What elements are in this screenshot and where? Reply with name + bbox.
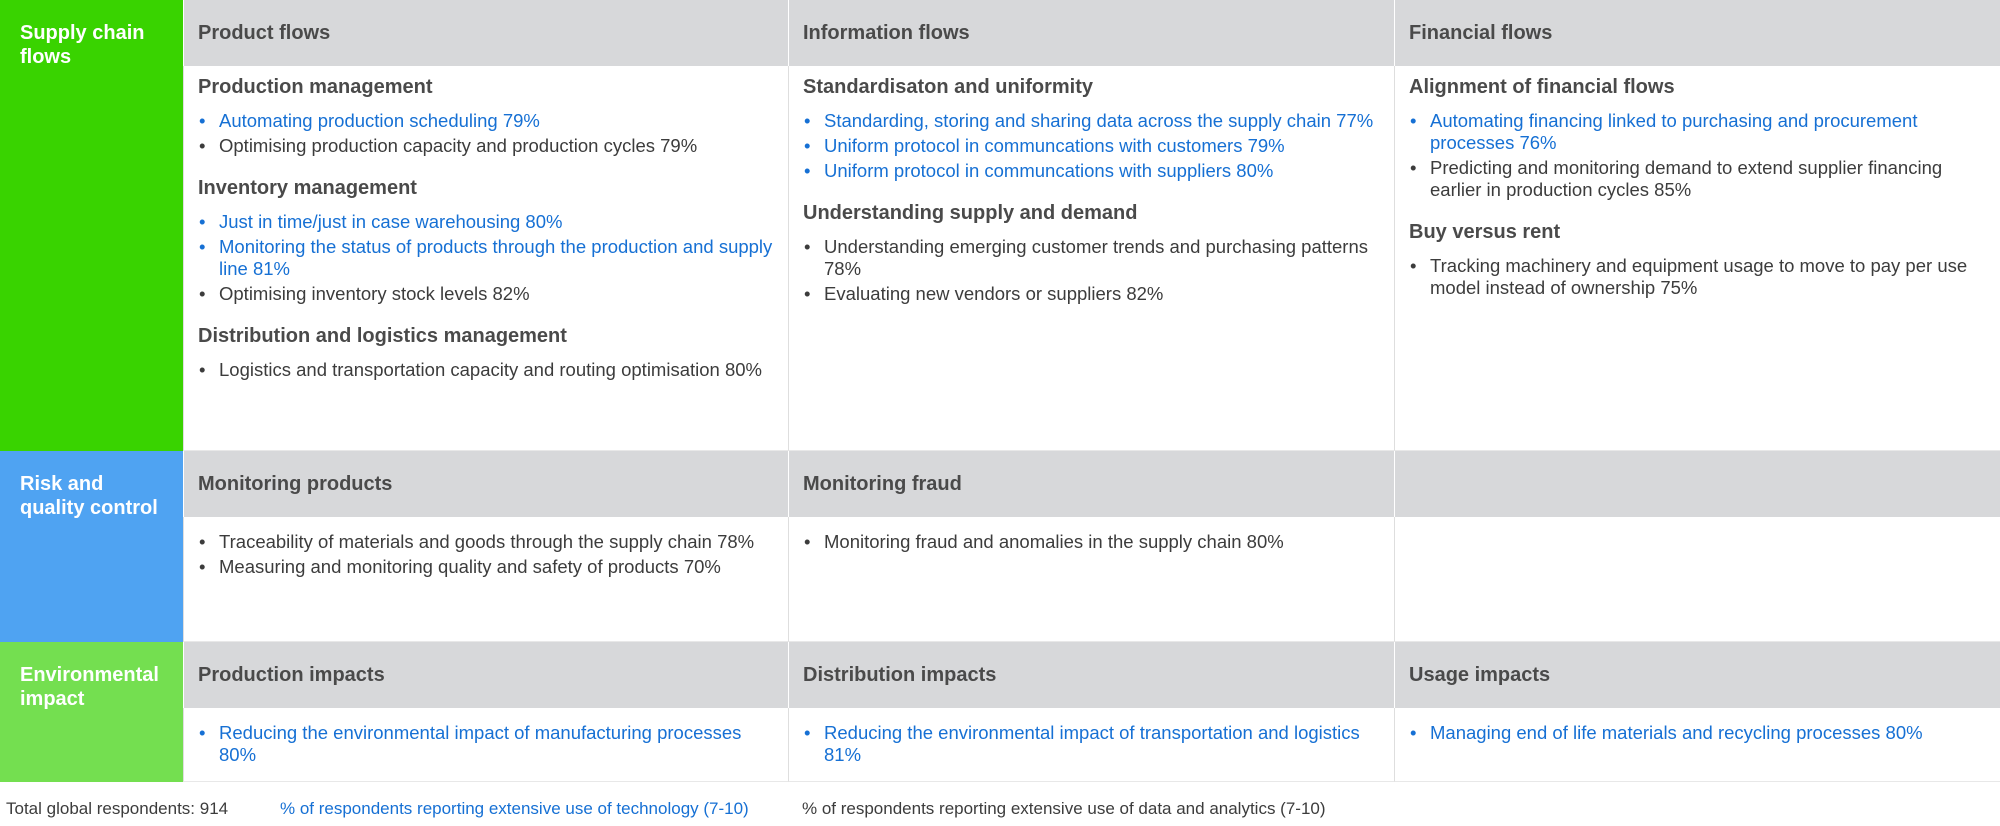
list-item: • Traceability of materials and goods through the supply chain 78% bbox=[198, 531, 774, 553]
bullet-list bbox=[803, 722, 1380, 766]
bullet-list bbox=[803, 110, 1380, 182]
list-item: • Optimising inventory stock levels 82% bbox=[198, 283, 774, 305]
bullet-list bbox=[198, 722, 774, 766]
bullet-list bbox=[803, 531, 1380, 553]
list-item: • Reducing the environmental impact of manufacturing processes 80% bbox=[198, 722, 774, 766]
bullet-list bbox=[1409, 722, 1986, 744]
list-item: • Monitoring the status of products through the production and supply line 81% bbox=[198, 236, 774, 280]
list-item: • Predicting and monitoring demand to extend supplier financing earlier in production cycles 85% bbox=[1409, 157, 1986, 201]
cell-empty bbox=[1394, 517, 2000, 642]
header-distribution-impacts: Distribution impacts bbox=[788, 642, 1394, 708]
bullet-list bbox=[198, 359, 774, 381]
section-heading: Production management bbox=[198, 76, 433, 98]
list-item: • Uniform protocol in communcations with suppliers 80% bbox=[803, 160, 1380, 182]
header-empty bbox=[1394, 451, 2000, 517]
list-item: • Managing end of life materials and recycling processes 80% bbox=[1409, 722, 1986, 744]
list-item: • Just in time/just in case warehousing 80% bbox=[198, 211, 774, 233]
list-item: • Monitoring fraud and anomalies in the supply chain 80% bbox=[803, 531, 1380, 553]
header-production-impacts: Production impacts bbox=[183, 642, 788, 708]
legend-technology: % of respondents reporting extensive use of technology (7-10) bbox=[280, 799, 749, 818]
list-item: • Tracking machinery and equipment usage to move to pay per use model instead of ownership 75% bbox=[1409, 255, 1986, 299]
list-item: • Standarding, storing and sharing data across the supply chain 77% bbox=[803, 110, 1380, 132]
footer-legend bbox=[0, 788, 2000, 826]
list-item: • Evaluating new vendors or suppliers 82% bbox=[803, 283, 1380, 305]
section-heading: Distribution and logistics management bbox=[198, 325, 567, 347]
header-information-flows: Information flows bbox=[788, 0, 1394, 66]
list-item: • Optimising production capacity and production cycles 79% bbox=[198, 135, 774, 157]
cell-financial-flows bbox=[1394, 66, 2000, 451]
list-item: • Automating financing linked to purchasing and procurement processes 76% bbox=[1409, 110, 1986, 154]
cell-product-flows bbox=[183, 66, 788, 451]
cell-information-flows bbox=[788, 66, 1394, 451]
section-heading: Buy versus rent bbox=[1409, 221, 1561, 243]
list-item: • Measuring and monitoring quality and safety of products 70% bbox=[198, 556, 774, 578]
bullet-list bbox=[198, 110, 774, 157]
section-heading: Inventory management bbox=[198, 177, 417, 199]
section-heading: Understanding supply and demand bbox=[803, 202, 1138, 224]
total-respondents: Total global respondents: 914 bbox=[6, 799, 229, 818]
header-monitoring-products: Monitoring products bbox=[183, 451, 788, 517]
cell-usage-impacts bbox=[1394, 708, 2000, 782]
row-label-environmental-impact: Environmental impact bbox=[0, 642, 183, 782]
row-label-risk-quality-control: Risk and quality control bbox=[0, 451, 183, 642]
header-financial-flows: Financial flows bbox=[1394, 0, 2000, 66]
header-product-flows: Product flows bbox=[183, 0, 788, 66]
list-item: • Understanding emerging customer trends and purchasing patterns 78% bbox=[803, 236, 1380, 280]
section-heading: Alignment of financial flows bbox=[1409, 76, 1675, 98]
row-label-supply-chain-flows: Supply chain flows bbox=[0, 0, 183, 451]
section-heading: Standardisaton and uniformity bbox=[803, 76, 1094, 98]
header-monitoring-fraud: Monitoring fraud bbox=[788, 451, 1394, 517]
bullet-list bbox=[1409, 255, 1986, 299]
cell-monitoring-fraud bbox=[788, 517, 1394, 642]
cell-monitoring-products bbox=[183, 517, 788, 642]
bullet-list bbox=[1409, 110, 1986, 201]
cell-production-impacts bbox=[183, 708, 788, 782]
list-item: • Automating production scheduling 79% bbox=[198, 110, 774, 132]
header-usage-impacts: Usage impacts bbox=[1394, 642, 2000, 708]
legend-data-analytics: % of respondents reporting extensive use of data and analytics (7-10) bbox=[802, 799, 1326, 818]
bullet-list bbox=[198, 211, 774, 305]
cell-distribution-impacts bbox=[788, 708, 1394, 782]
list-item: • Reducing the environmental impact of transportation and logistics 81% bbox=[803, 722, 1380, 766]
bullet-list bbox=[198, 531, 774, 578]
list-item: • Uniform protocol in communcations with customers 79% bbox=[803, 135, 1380, 157]
list-item: • Logistics and transportation capacity and routing optimisation 80% bbox=[198, 359, 774, 381]
bullet-list bbox=[803, 236, 1380, 305]
